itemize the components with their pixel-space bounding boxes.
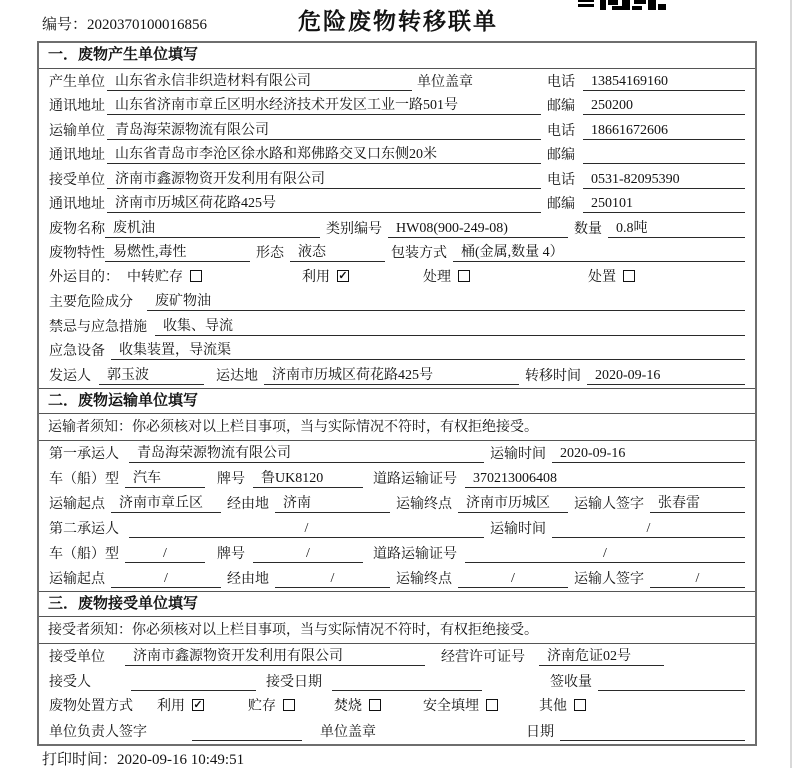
quantity-value: 0.8吨 [608, 219, 745, 238]
permit1-label: 道路运输证号 [373, 471, 457, 487]
sign2-label: 运输人签字 [574, 571, 644, 587]
equipment-label: 应急设备 [49, 344, 105, 359]
transfer-time-value: 2020-09-16 [587, 366, 745, 385]
purpose-option-dispose [588, 266, 635, 286]
recipient-label: 接受人 [49, 674, 91, 690]
purpose-treat-checkbox [458, 270, 470, 282]
carrier2-label: 第二承运人 [49, 521, 119, 537]
responsible-signer-value [192, 722, 302, 741]
row-route2 [39, 566, 755, 591]
amount-value [598, 672, 745, 691]
transfer-time-label: 转移时间 [525, 368, 581, 384]
row-carrier1 [39, 441, 755, 466]
row-vehicle1 [39, 466, 755, 491]
row-recipient [39, 669, 755, 694]
transporter-notice: 运输者须知：你必须核对以上栏目事项，当与实际情况不符时，有权拒绝接受。 [39, 414, 755, 441]
row-purpose [39, 265, 755, 290]
waste-name-value: 废机油 [105, 219, 320, 238]
vehicle1-value: 汽车 [125, 469, 205, 488]
via2-value: / [275, 569, 390, 588]
responsible-signer-label: 单位负责人签字 [49, 724, 147, 740]
receiver-address-value: 济南市历城区荷花路425号 [107, 194, 541, 213]
transporter-address-value: 山东省青岛市李沧区徐水路和郑佛路交叉口东侧20米 [107, 145, 541, 164]
transporter-address-label: 通讯地址 [49, 148, 105, 163]
document-title: 危险废物转移联单 [298, 9, 498, 34]
end2-label: 运输终点 [396, 571, 452, 587]
plate2-value: / [253, 544, 363, 563]
transporter-phone-value: 18661672606 [583, 121, 745, 140]
receiver-address-label: 通讯地址 [49, 197, 105, 212]
receiver-zip-value: 250101 [583, 194, 745, 213]
hazard-label: 主要危险成分 [49, 295, 133, 310]
disposal-other-checkbox [574, 699, 586, 711]
disposal-label: 废物处置方式 [49, 698, 133, 714]
sign-date-value [560, 722, 745, 741]
transfer-form-table [37, 41, 757, 746]
page-edge-line [790, 0, 792, 768]
measures-label: 禁忌与应急措施 [49, 319, 147, 335]
accept-unit-label: 接受单位 [49, 649, 105, 665]
plate2-label: 牌号 [217, 546, 245, 562]
purpose-use-label: 利用 [302, 269, 330, 285]
license-value: 济南危证02号 [539, 647, 664, 666]
state-value: 液态 [290, 243, 385, 262]
transporter-unit-value: 青岛海荣源物流有限公司 [107, 121, 541, 140]
vehicle1-label: 车（船）型 [49, 471, 119, 487]
disposal-incinerate-label: 焚烧 [334, 698, 362, 714]
section3-header: 三．废物接受单位填写 [39, 591, 755, 617]
section1-header: 一．废物产生单位填写 [39, 43, 755, 69]
destination-label: 运达地 [216, 368, 258, 384]
origin2-label: 运输起点 [49, 571, 105, 587]
purpose-option-transfer-storage [127, 266, 202, 286]
disposal-other-label: 其他 [539, 698, 567, 714]
accept-date-value [332, 672, 482, 691]
state-label: 形态 [256, 246, 284, 261]
transporter-zip-label: 邮编 [547, 148, 575, 163]
purpose-dispose-label: 处置 [588, 269, 616, 285]
row-vehicle2 [39, 541, 755, 566]
disposal-option-incinerate [334, 695, 381, 715]
producer-address-value: 山东省济南市章丘区明水经济技术开发区工业一路501号 [107, 96, 541, 115]
row-transporter-unit [39, 118, 755, 143]
recipient-value [131, 672, 256, 691]
transporter-phone-label: 电话 [547, 123, 575, 139]
print-time: 打印时间：2020-09-16 10:49:51 [42, 752, 245, 768]
measures-value: 收集、导流 [155, 317, 745, 336]
hazard-value: 废矿物油 [147, 292, 745, 311]
category-label: 类别编号 [326, 221, 382, 237]
end2-value: / [458, 569, 568, 588]
producer-phone-label: 电话 [547, 74, 575, 90]
producer-zip-label: 邮编 [547, 99, 575, 114]
disposal-storage-checkbox [283, 699, 295, 711]
packing-value: 桶(金属,数量 4） [453, 243, 745, 262]
transport-time1-value: 2020-09-16 [552, 444, 745, 463]
end1-label: 运输终点 [396, 496, 452, 512]
via1-value: 济南 [275, 494, 390, 513]
producer-unit-value: 山东省永信非织造材料有限公司 [107, 72, 412, 91]
purpose-transfer-storage-checkbox [190, 270, 202, 282]
receiver-zip-label: 邮编 [547, 197, 575, 212]
sign2-value: / [650, 569, 745, 588]
sign1-value: 张春雷 [650, 494, 745, 513]
quantity-label: 数量 [574, 221, 602, 237]
disposal-landfill-label: 安全填埋 [423, 698, 479, 714]
row-receiver-address [39, 192, 755, 217]
amount-label: 签收量 [550, 674, 592, 690]
transport-time1-label: 运输时间 [490, 446, 546, 462]
permit2-value: / [465, 544, 745, 563]
vehicle2-label: 车（船）型 [49, 546, 119, 562]
sender-label: 发运人 [49, 368, 91, 384]
purpose-option-treat [423, 266, 470, 286]
transporter-unit-label: 运输单位 [49, 123, 105, 139]
receiver-phone-label: 电话 [547, 172, 575, 188]
purpose-transfer-storage-label: 中转贮存 [127, 269, 183, 285]
row-producer-address [39, 94, 755, 119]
receiver-unit-value: 济南市鑫源物资开发利用有限公司 [107, 170, 541, 189]
origin1-value: 济南市章丘区 [111, 494, 221, 513]
row-transporter-address [39, 143, 755, 168]
disposal-option-use [157, 695, 204, 715]
vehicle2-value: / [125, 544, 205, 563]
carrier1-value: 青岛海荣源物流有限公司 [129, 444, 484, 463]
row-producer-unit [39, 69, 755, 94]
producer-phone-value: 13854169160 [583, 72, 745, 91]
disposal-incinerate-checkbox [369, 699, 381, 711]
purpose-dispose-checkbox [623, 270, 635, 282]
row-waste-trait [39, 241, 755, 266]
sign1-label: 运输人签字 [574, 496, 644, 512]
disposal-use-checkbox: ✓ [193, 698, 203, 711]
origin1-label: 运输起点 [49, 496, 105, 512]
row-equipment [39, 339, 755, 364]
via1-label: 经由地 [227, 496, 269, 512]
permit1-value: 370213006408 [465, 469, 745, 488]
transporter-zip-value [583, 145, 745, 164]
disposal-option-other [539, 695, 586, 715]
via2-label: 经由地 [227, 571, 269, 587]
packing-label: 包装方式 [391, 246, 447, 261]
disposal-option-landfill [423, 695, 498, 715]
sign-date-label: 日期 [526, 724, 554, 740]
purpose-label: 外运目的： [49, 269, 119, 285]
producer-unit-label: 产生单位 [49, 74, 105, 90]
origin2-value: / [111, 569, 221, 588]
purpose-treat-label: 处理 [423, 269, 451, 285]
accept-unit-value: 济南市鑫源物资开发利用有限公司 [125, 647, 425, 666]
category-value: HW08(900-249-08) [388, 219, 568, 238]
disposal-use-label: 利用 [157, 698, 185, 714]
row-route1 [39, 491, 755, 516]
waste-trait-value: 易燃性,毒性 [105, 243, 250, 262]
unit-seal-label: 单位盖章 [417, 74, 473, 90]
row-waste-name [39, 216, 755, 241]
disposal-storage-label: 贮存 [248, 698, 276, 714]
row-hazard [39, 290, 755, 315]
row-receiver-unit [39, 167, 755, 192]
plate1-label: 牌号 [217, 471, 245, 487]
purpose-option-use [302, 266, 349, 286]
transport-time2-value: / [552, 519, 745, 538]
serial-number: 编号：2020370100016856 [42, 17, 208, 33]
carrier2-value: / [129, 519, 484, 538]
row-disposal [39, 694, 755, 719]
row-measures [39, 314, 755, 339]
disposal-landfill-checkbox [486, 699, 498, 711]
sender-value: 郭玉波 [99, 366, 204, 385]
receiver-unit-label: 接受单位 [49, 172, 105, 188]
plate1-value: 鲁UK8120 [253, 469, 363, 488]
producer-address-label: 通讯地址 [49, 99, 105, 114]
row-carrier2 [39, 516, 755, 541]
end1-value: 济南市历城区 [458, 494, 568, 513]
equipment-value: 收集装置，导流渠 [111, 341, 745, 360]
transport-time2-label: 运输时间 [490, 521, 546, 537]
producer-zip-value: 250200 [583, 96, 745, 115]
license-label: 经营许可证号 [441, 649, 525, 665]
waste-name-label: 废物名称 [49, 221, 105, 237]
section2-header: 二．废物运输单位填写 [39, 388, 755, 414]
receiver-notice: 接受者须知：你必须核对以上栏目事项，当与实际情况不符时，有权拒绝接受。 [39, 617, 755, 644]
receiver-phone-value: 0531-82095390 [583, 170, 745, 189]
destination-value: 济南市历城区荷花路425号 [264, 366, 519, 385]
row-sender [39, 363, 755, 388]
purpose-use-checkbox: ✓ [338, 269, 348, 282]
qr-code-fragment-icon [578, 0, 666, 11]
accept-date-label: 接受日期 [266, 674, 322, 690]
row-accept-unit [39, 644, 755, 669]
unit-seal2-label: 单位盖章 [320, 724, 376, 740]
permit2-label: 道路运输证号 [373, 546, 457, 562]
waste-trait-label: 废物特性 [49, 246, 105, 261]
disposal-option-storage [248, 695, 295, 715]
carrier1-label: 第一承运人 [49, 446, 119, 462]
row-responsible-sign [39, 719, 755, 744]
